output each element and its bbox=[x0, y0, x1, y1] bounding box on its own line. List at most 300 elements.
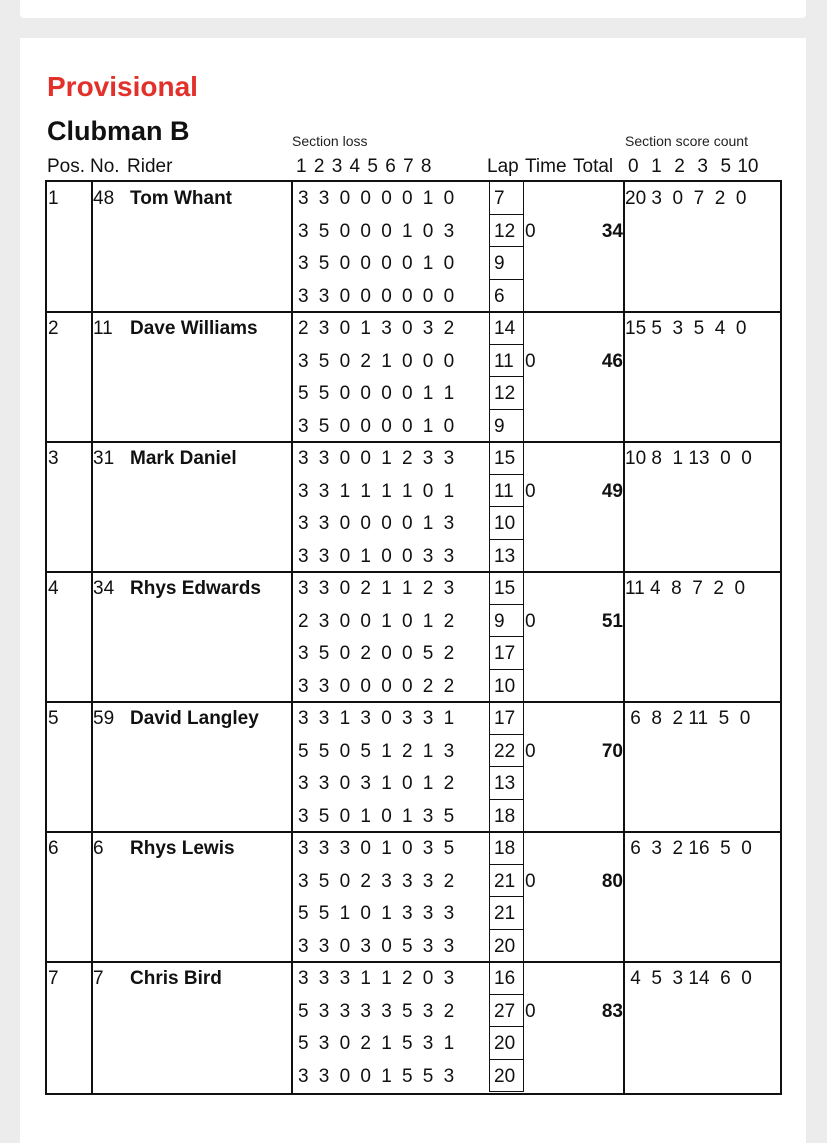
section-scores bbox=[298, 546, 464, 568]
section-score: 1 bbox=[401, 220, 413, 242]
lap-row bbox=[295, 962, 516, 995]
section-score: 3 bbox=[318, 838, 330, 859]
section-scores bbox=[298, 383, 464, 405]
section-score: 3 bbox=[298, 1065, 309, 1087]
section-score: 5 bbox=[401, 935, 413, 957]
section-score: 0 bbox=[381, 708, 392, 729]
section-score: 0 bbox=[401, 188, 413, 209]
section-scores bbox=[298, 903, 464, 925]
section-score: 0 bbox=[401, 383, 413, 404]
section-score: 5 bbox=[298, 740, 309, 762]
lap-row bbox=[295, 832, 516, 865]
section-scores bbox=[298, 188, 464, 210]
section-scores bbox=[298, 1066, 464, 1088]
section-score: 0 bbox=[381, 188, 392, 209]
results-table bbox=[45, 180, 782, 1095]
section-score: 5 bbox=[443, 805, 455, 827]
section-scores bbox=[298, 643, 464, 665]
section-score: 0 bbox=[401, 838, 413, 859]
score-counts: 6 8 2 11 5 0 bbox=[625, 708, 751, 729]
section-score: 2 bbox=[443, 318, 455, 339]
section-scores bbox=[298, 318, 464, 340]
section-score: 1 bbox=[422, 513, 434, 534]
section-score: 0 bbox=[360, 285, 371, 307]
section-score: 1 bbox=[381, 903, 392, 924]
lap-total: 20 bbox=[489, 930, 524, 963]
section-score: 3 bbox=[318, 1033, 330, 1054]
section-score: 0 bbox=[381, 415, 392, 437]
section-score: 3 bbox=[298, 838, 309, 859]
section-score: 1 bbox=[443, 383, 455, 404]
section-score: 0 bbox=[381, 383, 392, 404]
section-score: 3 bbox=[318, 1065, 330, 1087]
section-score: 0 bbox=[443, 253, 455, 274]
section-score: 3 bbox=[339, 838, 351, 859]
section-score: 5 bbox=[298, 1000, 309, 1022]
rider-position: 5 bbox=[48, 708, 59, 729]
section-score: 1 bbox=[381, 1065, 392, 1087]
section-score: 1 bbox=[422, 415, 434, 437]
section-score: 3 bbox=[422, 448, 434, 469]
section-score: 2 bbox=[298, 318, 309, 339]
col-total-header: Total bbox=[573, 156, 614, 177]
section-score: 1 bbox=[401, 805, 413, 827]
section-score: 1 bbox=[381, 448, 392, 469]
section-score: 3 bbox=[298, 870, 309, 892]
rider-row bbox=[47, 182, 780, 312]
section-score: 2 bbox=[443, 643, 455, 664]
section-score: 3 bbox=[422, 805, 434, 827]
section-score: 3 bbox=[443, 513, 455, 534]
col-score-values-header: 0 1 2 3 5 10 bbox=[628, 156, 759, 177]
time-penalty: 0 bbox=[525, 1000, 536, 1022]
section-score: 3 bbox=[339, 968, 351, 989]
rider-number: 48 bbox=[93, 188, 115, 209]
lap-row bbox=[295, 670, 516, 703]
section-score: 5 bbox=[318, 903, 330, 924]
section-score: 5 bbox=[401, 1000, 413, 1022]
lap-row bbox=[295, 377, 516, 410]
section-score: 5 bbox=[318, 350, 330, 372]
section-score: 0 bbox=[360, 838, 371, 859]
section-score: 0 bbox=[422, 350, 434, 372]
section-score: 5 bbox=[318, 415, 330, 437]
section-score: 0 bbox=[401, 285, 413, 307]
rider-number: 34 bbox=[93, 578, 115, 599]
section-score: 0 bbox=[360, 188, 371, 209]
rider-number: 7 bbox=[93, 968, 104, 989]
section-score: 3 bbox=[422, 545, 434, 567]
lap-row bbox=[295, 215, 516, 248]
section-score: 5 bbox=[318, 643, 330, 664]
section-scores bbox=[298, 351, 464, 373]
section-score: 2 bbox=[443, 773, 455, 794]
lap-total: 11 bbox=[489, 475, 524, 508]
section-score: 2 bbox=[298, 610, 309, 632]
section-scores bbox=[298, 806, 464, 828]
section-score: 1 bbox=[360, 318, 371, 339]
section-score: 3 bbox=[298, 643, 309, 664]
section-score: 2 bbox=[443, 675, 455, 697]
section-score: 2 bbox=[360, 870, 371, 892]
section-scores bbox=[298, 578, 464, 600]
section-score: 0 bbox=[339, 1065, 351, 1087]
section-score: 1 bbox=[381, 838, 392, 859]
section-score: 0 bbox=[339, 578, 351, 599]
score-counts: 15 5 3 5 4 0 bbox=[625, 318, 747, 339]
score-counts: 6 3 2 16 5 0 bbox=[625, 838, 752, 859]
lap-row bbox=[295, 247, 505, 280]
section-score: 0 bbox=[339, 415, 351, 437]
rider-total: 70 bbox=[601, 740, 623, 762]
rider-name: Chris Bird bbox=[130, 968, 222, 989]
section-score: 5 bbox=[401, 1065, 413, 1087]
lap-total: 10 bbox=[489, 670, 524, 703]
lap-row bbox=[295, 312, 516, 345]
section-score: 1 bbox=[381, 610, 392, 632]
lap-total: 13 bbox=[489, 767, 524, 800]
lap-total: 11 bbox=[489, 345, 524, 378]
section-score: 0 bbox=[381, 643, 392, 664]
section-score: 3 bbox=[422, 708, 434, 729]
lap-row bbox=[295, 1027, 516, 1060]
section-scores bbox=[298, 773, 464, 795]
section-score: 3 bbox=[298, 935, 309, 957]
col-lap-header: Lap bbox=[487, 156, 519, 177]
section-score: 3 bbox=[422, 903, 434, 924]
section-score: 0 bbox=[401, 643, 413, 664]
section-score: 3 bbox=[360, 1000, 371, 1022]
section-score: 0 bbox=[339, 643, 351, 664]
section-scores bbox=[298, 871, 464, 893]
section-score: 0 bbox=[339, 448, 351, 469]
section-score: 0 bbox=[401, 773, 413, 794]
lap-total: 15 bbox=[489, 442, 524, 475]
section-score: 1 bbox=[422, 188, 434, 209]
section-score: 1 bbox=[381, 968, 392, 989]
lap-row bbox=[295, 410, 505, 443]
previous-card bbox=[20, 0, 806, 18]
section-score: 0 bbox=[360, 675, 371, 697]
lap-row bbox=[295, 930, 516, 963]
section-score: 3 bbox=[422, 318, 434, 339]
section-score: 1 bbox=[422, 773, 434, 794]
section-score: 0 bbox=[381, 805, 392, 827]
section-score: 0 bbox=[381, 675, 392, 697]
section-scores bbox=[298, 676, 464, 698]
section-score: 0 bbox=[401, 318, 413, 339]
lap-row bbox=[295, 735, 516, 768]
section-score: 0 bbox=[381, 285, 392, 307]
section-score: 3 bbox=[298, 708, 309, 729]
section-score: 1 bbox=[422, 610, 434, 632]
time-penalty: 0 bbox=[525, 350, 536, 372]
section-score: 1 bbox=[360, 545, 371, 567]
section-score: 1 bbox=[422, 383, 434, 404]
lap-total: 22 bbox=[489, 735, 524, 768]
section-score: 1 bbox=[443, 480, 455, 502]
section-score: 1 bbox=[422, 253, 434, 274]
section-score: 5 bbox=[318, 740, 330, 762]
section-score: 5 bbox=[443, 838, 455, 859]
section-score: 1 bbox=[381, 578, 392, 599]
section-score: 0 bbox=[443, 350, 455, 372]
section-score: 3 bbox=[298, 415, 309, 437]
section-score: 5 bbox=[318, 220, 330, 242]
section-score: 0 bbox=[381, 253, 392, 274]
section-score: 2 bbox=[422, 675, 434, 697]
rider-number: 6 bbox=[93, 838, 104, 859]
lap-total: 21 bbox=[489, 865, 524, 898]
rider-total: 34 bbox=[601, 220, 623, 242]
rider-number: 59 bbox=[93, 708, 115, 729]
lap-total: 9 bbox=[489, 247, 524, 280]
section-score: 3 bbox=[318, 318, 330, 339]
section-score: 1 bbox=[381, 480, 392, 502]
section-score: 1 bbox=[339, 708, 351, 729]
rider-name: Rhys Lewis bbox=[130, 838, 235, 859]
section-score: 2 bbox=[360, 350, 371, 372]
lap-total: 20 bbox=[489, 1060, 524, 1093]
section-score: 2 bbox=[443, 870, 455, 892]
lap-row bbox=[295, 767, 516, 800]
section-score: 5 bbox=[318, 805, 330, 827]
rider-name: Dave Williams bbox=[130, 318, 258, 339]
lap-row bbox=[295, 507, 516, 540]
section-score: 0 bbox=[339, 675, 351, 697]
section-score: 3 bbox=[318, 578, 330, 599]
col-sections-header: 1 2 3 4 5 6 7 8 bbox=[296, 156, 432, 177]
lap-row bbox=[295, 800, 516, 833]
section-score: 3 bbox=[360, 935, 371, 957]
section-score: 5 bbox=[422, 643, 434, 664]
lap-total: 15 bbox=[489, 572, 524, 605]
lap-total: 16 bbox=[489, 962, 524, 995]
section-score: 0 bbox=[401, 675, 413, 697]
section-scores bbox=[298, 1001, 464, 1023]
score-counts: 4 5 3 14 6 0 bbox=[625, 968, 752, 989]
section-score: 0 bbox=[360, 253, 371, 274]
time-penalty: 0 bbox=[525, 610, 536, 632]
lap-total: 9 bbox=[489, 605, 524, 638]
section-scores bbox=[298, 221, 464, 243]
section-score: 3 bbox=[443, 1065, 455, 1087]
section-score: 0 bbox=[339, 805, 351, 827]
section-score: 3 bbox=[422, 1000, 434, 1022]
section-score: 0 bbox=[401, 610, 413, 632]
rider-name: Rhys Edwards bbox=[130, 578, 261, 599]
section-score: 3 bbox=[318, 935, 330, 957]
lap-row bbox=[295, 702, 516, 735]
section-score: 0 bbox=[381, 545, 392, 567]
lap-row bbox=[295, 897, 516, 930]
section-score: 3 bbox=[318, 675, 330, 697]
section-score: 3 bbox=[298, 675, 309, 697]
section-score: 3 bbox=[360, 773, 371, 794]
status-label: Provisional bbox=[47, 71, 198, 102]
lap-row bbox=[295, 605, 505, 638]
section-scores bbox=[298, 253, 464, 275]
section-score: 3 bbox=[298, 545, 309, 567]
col-no-header: No. bbox=[90, 156, 120, 177]
section-score: 0 bbox=[360, 903, 371, 924]
rider-total: 46 bbox=[601, 350, 623, 372]
rider-total: 49 bbox=[601, 480, 623, 502]
section-score: 3 bbox=[298, 513, 309, 534]
lap-total: 6 bbox=[489, 280, 524, 313]
section-score: 0 bbox=[339, 935, 351, 957]
section-scores bbox=[298, 513, 464, 535]
rider-row bbox=[47, 312, 780, 442]
section-score: 0 bbox=[401, 513, 413, 534]
score-counts: 10 8 1 13 0 0 bbox=[625, 448, 752, 469]
section-score: 1 bbox=[360, 805, 371, 827]
section-score: 3 bbox=[318, 545, 330, 567]
section-score: 3 bbox=[298, 773, 309, 794]
section-score: 3 bbox=[360, 708, 371, 729]
section-scores bbox=[298, 611, 464, 633]
section-score: 0 bbox=[360, 513, 371, 534]
section-score: 3 bbox=[298, 253, 309, 274]
section-score: 1 bbox=[360, 480, 371, 502]
section-score: 0 bbox=[339, 285, 351, 307]
section-score: 5 bbox=[422, 1065, 434, 1087]
section-score: 0 bbox=[443, 188, 455, 209]
section-score: 3 bbox=[298, 480, 309, 502]
lap-total: 12 bbox=[489, 377, 524, 410]
lap-row bbox=[295, 1060, 516, 1093]
lap-total: 13 bbox=[489, 540, 524, 573]
section-score: 3 bbox=[443, 903, 455, 924]
section-score: 1 bbox=[360, 968, 371, 989]
rider-number: 11 bbox=[93, 318, 113, 339]
section-score: 2 bbox=[401, 740, 413, 762]
section-score: 0 bbox=[360, 220, 371, 242]
section-score: 0 bbox=[401, 415, 413, 437]
section-score: 2 bbox=[422, 578, 434, 599]
section-score: 0 bbox=[339, 383, 351, 404]
section-score: 5 bbox=[360, 740, 371, 762]
section-score: 0 bbox=[443, 285, 455, 307]
score-counts: 20 3 0 7 2 0 bbox=[625, 188, 747, 209]
rider-total: 80 bbox=[601, 870, 623, 892]
section-score: 3 bbox=[443, 448, 455, 469]
time-penalty: 0 bbox=[525, 870, 536, 892]
section-score: 2 bbox=[443, 610, 455, 632]
section-score: 0 bbox=[422, 968, 434, 989]
rider-row bbox=[47, 962, 780, 1092]
section-score: 2 bbox=[443, 1000, 455, 1022]
section-scores bbox=[298, 286, 464, 308]
rider-total: 51 bbox=[601, 610, 623, 632]
section-score: 0 bbox=[339, 545, 351, 567]
section-scores bbox=[298, 838, 464, 860]
lap-row bbox=[295, 345, 514, 378]
lap-row bbox=[295, 540, 516, 573]
col-time-header: Time bbox=[525, 156, 567, 177]
section-score: 5 bbox=[298, 903, 309, 924]
section-score: 3 bbox=[422, 838, 434, 859]
lap-total: 12 bbox=[489, 215, 524, 248]
rider-row bbox=[47, 702, 780, 832]
section-score: 3 bbox=[381, 1000, 392, 1022]
lap-total: 14 bbox=[489, 312, 524, 345]
section-score: 2 bbox=[360, 578, 371, 599]
rider-position: 4 bbox=[48, 578, 59, 599]
section-score: 0 bbox=[339, 773, 351, 794]
rider-position: 3 bbox=[48, 448, 59, 469]
section-score: 3 bbox=[298, 578, 309, 599]
rider-name: Mark Daniel bbox=[130, 448, 237, 469]
section-score-count-heading: Section score count bbox=[625, 133, 748, 149]
section-score: 5 bbox=[318, 870, 330, 892]
section-score: 0 bbox=[422, 220, 434, 242]
section-score: 1 bbox=[339, 480, 351, 502]
section-score: 0 bbox=[401, 253, 413, 274]
lap-total: 10 bbox=[489, 507, 524, 540]
class-title: Clubman B bbox=[47, 116, 190, 146]
section-score: 1 bbox=[401, 480, 413, 502]
section-score: 1 bbox=[381, 740, 392, 762]
col-rider-header: Rider bbox=[127, 156, 173, 177]
section-score: 3 bbox=[318, 285, 330, 307]
section-score: 5 bbox=[318, 383, 330, 404]
rider-total: 83 bbox=[601, 1000, 623, 1022]
section-score: 0 bbox=[360, 415, 371, 437]
lap-row bbox=[295, 280, 505, 313]
section-score: 2 bbox=[401, 448, 413, 469]
section-score: 3 bbox=[339, 1000, 351, 1022]
section-score: 0 bbox=[422, 285, 434, 307]
section-score: 5 bbox=[298, 383, 309, 404]
rider-position: 6 bbox=[48, 838, 59, 859]
section-score: 3 bbox=[443, 968, 455, 989]
section-score: 3 bbox=[318, 708, 330, 729]
lap-total: 17 bbox=[489, 637, 524, 670]
section-score: 0 bbox=[339, 610, 351, 632]
section-scores bbox=[298, 416, 464, 438]
section-score: 3 bbox=[318, 773, 330, 794]
section-scores bbox=[298, 708, 464, 730]
section-score: 0 bbox=[360, 383, 371, 404]
section-score: 3 bbox=[422, 1033, 434, 1054]
lap-total: 17 bbox=[489, 702, 524, 735]
section-score: 3 bbox=[381, 318, 392, 339]
section-score: 0 bbox=[381, 935, 392, 957]
lap-row bbox=[295, 572, 516, 605]
section-score: 1 bbox=[381, 1033, 392, 1054]
section-score: 1 bbox=[443, 708, 455, 729]
section-loss-heading: Section loss bbox=[292, 133, 368, 149]
section-score: 2 bbox=[360, 643, 371, 664]
time-penalty: 0 bbox=[525, 220, 536, 242]
section-score: 2 bbox=[401, 968, 413, 989]
section-score: 0 bbox=[360, 448, 371, 469]
lap-total: 18 bbox=[489, 832, 524, 865]
section-score: 3 bbox=[298, 285, 309, 307]
rider-position: 1 bbox=[48, 188, 59, 209]
section-score: 0 bbox=[339, 350, 351, 372]
rider-name: David Langley bbox=[130, 708, 259, 729]
results-card bbox=[20, 38, 806, 1143]
lap-row bbox=[295, 442, 516, 475]
rider-position: 7 bbox=[48, 968, 59, 989]
section-score: 0 bbox=[339, 740, 351, 762]
section-score: 0 bbox=[339, 513, 351, 534]
section-score: 0 bbox=[339, 220, 351, 242]
section-scores bbox=[298, 1033, 464, 1055]
rider-position: 2 bbox=[48, 318, 59, 339]
